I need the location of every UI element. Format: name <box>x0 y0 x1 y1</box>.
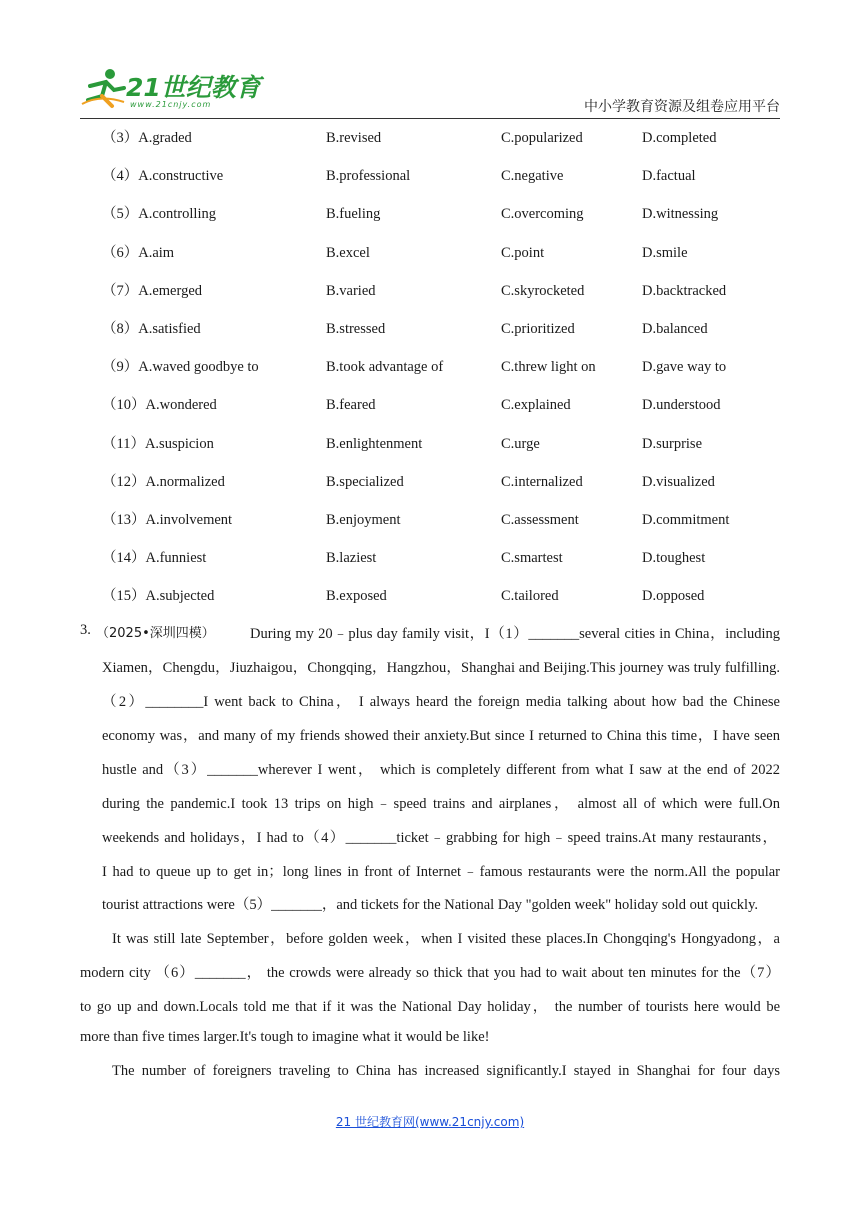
option-d: D.gave way to <box>642 359 727 376</box>
option-a: （12）A.normalized <box>102 473 225 490</box>
running-man-icon <box>80 68 126 110</box>
option-d: D.balanced <box>642 320 708 337</box>
option-c: C.overcoming <box>501 206 584 223</box>
option-d: D.commitment <box>642 511 730 528</box>
option-c: C.skyrocketed <box>501 282 585 299</box>
option-row-15 <box>0 586 860 624</box>
option-row-14 <box>0 548 860 586</box>
option-a: （8）A.satisfied <box>102 320 201 337</box>
option-d: D.toughest <box>642 550 706 567</box>
option-a: （9）A.waved goodbye to <box>102 359 259 376</box>
option-b: B.varied <box>326 282 376 299</box>
option-a: （3）A.graded <box>102 130 192 146</box>
option-d: D.opposed <box>642 588 705 605</box>
passage-line: modern city （6）_______， the crowds were already so thick that you had to wait about ten minutes for the（7） <box>80 965 780 981</box>
answer-options <box>0 128 860 624</box>
option-a: （6）A.aim <box>102 244 175 261</box>
option-d: D.smile <box>642 244 688 261</box>
option-row-13 <box>0 510 860 548</box>
option-b: B.stressed <box>326 320 386 337</box>
option-a: （15）A.subjected <box>102 588 215 605</box>
option-b: B.enjoyment <box>326 511 401 528</box>
passage-line: tourist attractions were（5）_______，and tickets for the National Day "golden week" holiday sold out quickly. <box>102 897 759 913</box>
logo-text: 21世纪教育 <box>126 73 261 102</box>
option-a: （4）A.constructive <box>102 168 224 185</box>
option-b: B.enlightenment <box>326 435 423 452</box>
option-d: D.backtracked <box>642 282 727 299</box>
option-b: B.fueling <box>326 206 381 223</box>
option-b: B.excel <box>326 244 370 261</box>
passage-line: During my 20﹣plus day family visit，I（1）_______several cities in China，including <box>250 626 780 642</box>
option-a: （11）A.suspicion <box>102 435 214 452</box>
question-number: 3. <box>80 622 91 638</box>
question-source: （2025•深圳四模） <box>96 626 215 641</box>
option-c: C.point <box>501 244 545 261</box>
option-c: C.smartest <box>501 550 563 567</box>
option-c: C.urge <box>501 435 540 452</box>
option-row-6 <box>0 243 860 281</box>
option-b: B.exposed <box>326 588 387 605</box>
passage-line: hustle and（3）_______wherever I went， which is completely different from what I saw at the end of 2022 <box>102 762 780 778</box>
passage-line: economy was，and many of my friends showed their anxiety.But since I returned to China this time，I have seen <box>102 728 780 744</box>
footer-link[interactable]: 21 世纪教育网(www.21cnjy.com) <box>335 1115 525 1129</box>
passage-line: It was still late September，before golden week，when I visited these places.In Chongqing's Hongyadong，a <box>112 931 780 947</box>
option-c: C.prioritized <box>501 320 575 337</box>
passage-line: to go up and down.Locals told me that if it was the National Day holiday， the number of tourists here would be <box>80 999 780 1015</box>
option-b: B.revised <box>326 130 382 146</box>
option-a: （10）A.wondered <box>102 397 217 414</box>
option-d: D.visualized <box>642 473 715 490</box>
option-c: C.explained <box>501 397 571 414</box>
option-a: （13）A.involvement <box>102 511 233 528</box>
option-row-5 <box>0 204 860 242</box>
option-c: C.tailored <box>501 588 559 605</box>
passage-line: Xiamen，Chengdu，Jiuzhaigou，Chongqing，Hangzhou，Shanghai and Beijing.This journey was truly fulfilling. <box>102 660 780 676</box>
page-header <box>80 66 780 120</box>
option-d: D.understood <box>642 397 721 414</box>
option-b: B.specialized <box>326 473 404 490</box>
passage-line: （2）________I went back to China， I always heard the foreign media talking about how bad the Chinese <box>102 694 780 710</box>
option-b: B.feared <box>326 397 376 414</box>
option-a: （14）A.funniest <box>102 550 207 567</box>
passage-line: I had to queue up to get in；long lines in front of Internet﹣famous restaurants were the norm.All the popular <box>102 864 780 880</box>
option-c: C.internalized <box>501 473 583 490</box>
option-d: D.factual <box>642 168 696 185</box>
option-d: D.completed <box>642 130 717 146</box>
option-a: （7）A.emerged <box>102 282 202 299</box>
logo-url: www.21cnjy.com <box>130 100 212 109</box>
platform-name: 中小学教育资源及组卷应用平台 <box>584 99 780 115</box>
option-c: C.assessment <box>501 511 579 528</box>
passage-line: weekends and holidays，I had to（4）_______ticket﹣grabbing for high﹣speed trains.At many restaurants， <box>102 830 777 846</box>
option-a: （5）A.controlling <box>102 206 216 223</box>
option-row-7 <box>0 281 860 319</box>
option-row-12 <box>0 472 860 510</box>
option-c: C.negative <box>501 168 564 185</box>
option-row-10 <box>0 395 860 433</box>
option-row-11 <box>0 434 860 472</box>
option-c: C.threw light on <box>501 359 596 376</box>
option-d: D.surprise <box>642 435 703 452</box>
option-b: B.laziest <box>326 550 377 567</box>
passage-line: The number of foreigners traveling to China has increased significantly.I stayed in Shanghai for four days <box>112 1063 780 1079</box>
option-row-4 <box>0 166 860 204</box>
option-row-3 <box>0 128 860 166</box>
option-row-8 <box>0 319 860 357</box>
passage-line: during the pandemic.I took 13 trips on high﹣speed trains and airplanes， almost all of which were full.On <box>102 796 780 812</box>
option-row-9 <box>0 357 860 395</box>
passage-line: more than five times larger.It's tough to imagine what it would be like! <box>80 1029 490 1045</box>
header-divider <box>80 118 780 119</box>
option-b: B.took advantage of <box>326 359 444 376</box>
option-b: B.professional <box>326 168 411 185</box>
site-logo[interactable] <box>80 66 261 116</box>
option-d: D.witnessing <box>642 206 719 223</box>
option-c: C.popularized <box>501 130 583 146</box>
